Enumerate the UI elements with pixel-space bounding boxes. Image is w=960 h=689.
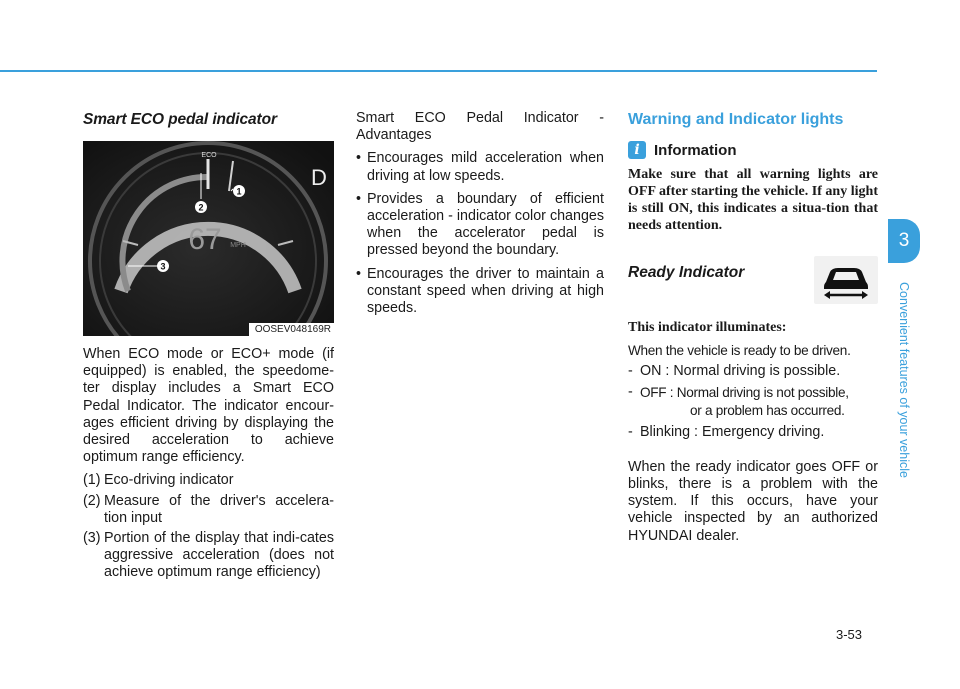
- ready-indicator-row: [628, 256, 878, 318]
- column-advantages: [356, 108, 604, 323]
- advantages-list: [356, 150, 604, 317]
- column-smart-eco: [83, 108, 334, 585]
- list-item: • Encourages the driver to maintain a constant speed when driving at high speeds.: [356, 265, 604, 317]
- list-item: - ON : Normal driving is possible.: [628, 363, 841, 379]
- svg-text:1: 1: [236, 186, 242, 197]
- chapter-label: Convenient features of your vehicle: [897, 282, 911, 478]
- figure-code: OOSEV048169R: [249, 323, 334, 336]
- svg-text:3: 3: [160, 261, 166, 272]
- speed-readout: 67: [188, 223, 222, 256]
- info-icon: i: [628, 141, 646, 159]
- column-warning-lights: [628, 108, 878, 545]
- list-item: (3) Portion of the display that indi-cates aggressive acceleration (does not achieve optimum range efficiency): [83, 530, 334, 581]
- gear-indicator: D: [311, 165, 327, 190]
- warning-paragraph: When the ready indicator goes OFF or blinks, there is a problem with the system. If this occurs, have your vehicle inspected by an authorized HYUNDAI dealer.: [628, 458, 878, 544]
- eco-gauge-illustration: [83, 141, 334, 336]
- ready-states: [628, 363, 878, 441]
- eco-gauge-figure: [83, 141, 334, 336]
- list-item: • Provides a boundary of efficient acceleration - indicator color changes when the accelerator pedal is pressed beyond the boundary.: [356, 190, 604, 259]
- information-header: [628, 141, 878, 159]
- ready-car-icon: [814, 256, 878, 304]
- smart-eco-heading: Smart ECO pedal indicator: [83, 111, 277, 128]
- list-item: - OFF : Normal driving is not possible, or a problem has occurred.: [628, 384, 849, 419]
- page-number: 3-53: [836, 627, 863, 642]
- eco-label: ECO: [201, 152, 217, 159]
- header-rule: [0, 70, 877, 72]
- illuminates-subheading: This indicator illuminates:: [628, 320, 787, 335]
- list-item: • Encourages mild acceleration when driving at low speeds.: [356, 150, 604, 184]
- smart-eco-paragraph: When ECO mode or ECO+ mode (if equipped) is enabled, the speedome-ter display includes a Smart ECO Pedal Indicator. The indicator encour-ages efficient driving by displaying the desired acceleration to achieve optimum range efficiency.: [83, 346, 334, 466]
- list-item: (2) Measure of the driver's accelera-tion input: [83, 492, 334, 526]
- svg-text:2: 2: [198, 202, 204, 213]
- list-item: - Blinking : Emergency driving.: [628, 423, 825, 440]
- information-text: Make sure that all warning lights are OFF after starting the vehicle. If any light is still ON, this indicates a situa-tion that needs attention.: [628, 167, 878, 233]
- ready-indicator-heading: Ready Indicator: [628, 264, 745, 281]
- ready-condition: When the vehicle is ready to be driven.: [628, 343, 851, 358]
- smart-eco-items: [83, 472, 334, 581]
- information-title: Information: [654, 141, 737, 159]
- section-title: Warning and Indicator lights: [628, 111, 844, 128]
- speed-unit: MPH: [230, 242, 246, 249]
- list-item: (1) Eco-driving indicator: [83, 472, 234, 489]
- advantages-heading: Smart ECO Pedal Indicator - Advantages: [356, 110, 604, 144]
- chapter-tab: 3: [888, 219, 920, 263]
